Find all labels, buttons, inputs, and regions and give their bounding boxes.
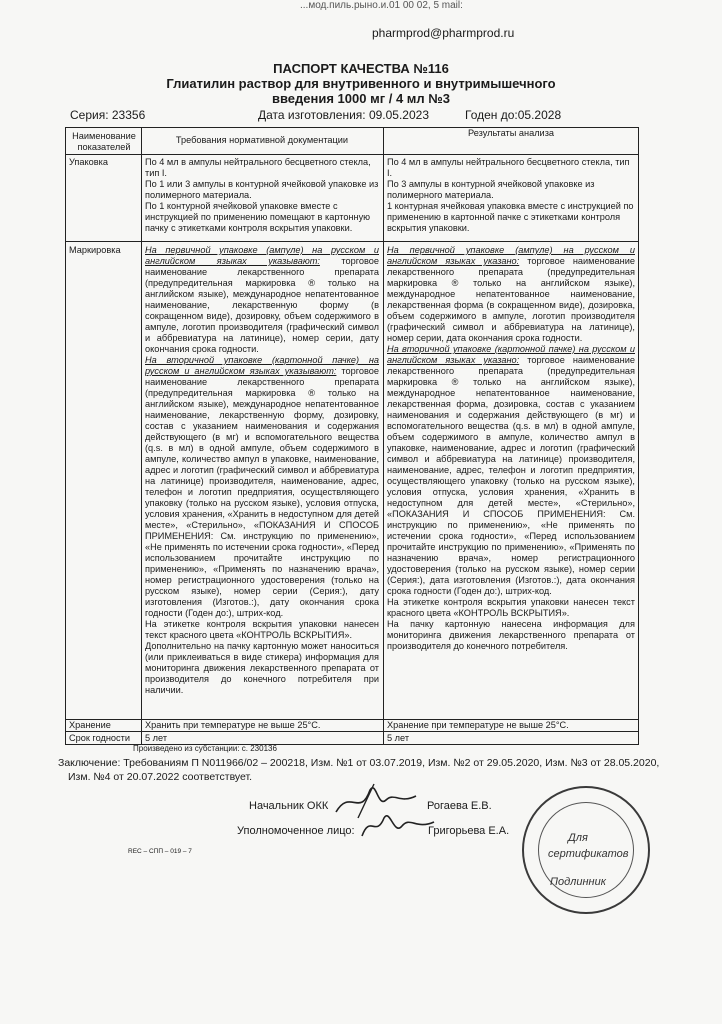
shelf-life-result: 5 лет bbox=[387, 733, 410, 743]
packaging-res-1: По 4 мл в ампулы нейтрального бесцветного стекла, тип I. bbox=[387, 157, 630, 178]
packaging-req-1: По 4 мл в ампулы нейтрального бесцветного стекла, тип I. bbox=[145, 157, 371, 178]
stamp-text-3: Подлинник bbox=[550, 876, 606, 888]
certification-stamp bbox=[522, 786, 650, 914]
storage-requirement: Хранить при температуре не выше 25°С. bbox=[145, 720, 321, 730]
header-email: pharmprod@pharmprod.ru bbox=[372, 26, 515, 40]
product-dosage: введения 1000 мг / 4 мл №3 bbox=[271, 91, 450, 106]
product-name: Глиатилин раствор для внутривенного и внутримышечного bbox=[166, 76, 556, 91]
packaging-results bbox=[387, 157, 635, 241]
row-name-marking: Маркировка bbox=[69, 245, 121, 255]
marking-requirements bbox=[145, 245, 379, 718]
marking-req-label: На этикетке контроля вскрытия упаковки нанесен текст красного цвета «КОНТРОЛЬ ВСКРЫТИЯ». bbox=[145, 619, 379, 640]
quality-table bbox=[65, 127, 639, 745]
serial-number: Серия: 23356 bbox=[70, 108, 146, 122]
row-name-packaging: Упаковка bbox=[69, 157, 108, 167]
doc-title: ПАСПОРТ КАЧЕСТВА №116 bbox=[273, 61, 449, 76]
marking-req-extra: Дополнительно на пачку картонную может наноситься (или приклеиваться в виде стикера) информация для мониторинга движения лекарственного препарата от производителя до конечного потребителя при наличии. bbox=[145, 641, 379, 695]
marking-res-label: На этикетке контроля вскрытия упаковки нанесен текст красного цвета «КОНТРОЛЬ ВСКРЫТИЯ». bbox=[387, 597, 635, 618]
packaging-res-2: По 3 ампулы в контурной ячейковой упаковке из полимерного материала. bbox=[387, 179, 595, 200]
substance-note: Произведено из субстанции: с. 230136 bbox=[133, 744, 277, 753]
packaging-req-2: По 1 или 3 ампулы в контурной ячейковой упаковке из полимерного материала. bbox=[145, 179, 379, 200]
storage-result: Хранение при температуре не выше 25°С. bbox=[387, 720, 569, 730]
col-header-name: Наименование показателей bbox=[72, 131, 136, 152]
authorized-person-name: Григорьева Е.А. bbox=[428, 825, 510, 837]
col-header-results: Результаты анализа bbox=[467, 128, 555, 138]
shelf-life-requirement: 5 лет bbox=[145, 733, 168, 743]
marking-res-secondary-body: торговое наименование лекарственного препарата (предупредительная маркировка ® только на английском языке), международное непатентованное наименование, лекарственная форма, дозировка, состав с указанием наименования и содержания действующего (в мг) и вспомогательного вещества (q.s. в мл) в одной ампуле, объем содержимого в ампуле, количество ампул в упаковке, наименование, адрес и логотип (графический символ и аббревиатура на латинице) производителя, наименование, адрес, телефон и логотип предприятия, осуществляющего упаковку (только на русском языке), условия отпуска, условия хранения, «Хранить в недоступном для детей месте», «Стерильно», «ПОКАЗАНИЯ И СПОСОБ ПРИМЕНЕНИЯ: См. инструкцию по применению», «Не применять по истечении срока годности», «Перед использованием прочитайте инструкцию по применению», «Применять по назначению врача», номер регистрационного удостоверения (только на русском языке), номер серии (Серия:), дата изготовления (Изготов.:), дата окончания срока годности (Годен до:), штрих-код. bbox=[387, 355, 635, 596]
head-okk-title: Начальник ОКК bbox=[249, 800, 329, 812]
marking-req-primary-body: торговое наименование лекарственного препарата (предупредительная маркировка ® только на английском языке), международное непатентованное наименование, лекарственную форму (в сокращенном виде), дозировку, объем содержимого в ампуле, логотип производителя (графический символ и аббревиатура на латинице), номер серии, дату окончания срока годности. bbox=[145, 256, 379, 354]
head-okk-name: Рогаева Е.В. bbox=[427, 800, 492, 812]
conclusion-line-1: Заключение: Требованиям П N011966/02 – 200218, Изм. №1 от 03.07.2019, Изм. №2 от 29.05.2020, Изм. №3 от 28.05.2020, bbox=[58, 757, 660, 769]
marking-req-secondary-head: На вторичной упаковке (картонной пачке) на русском и английском языках указывают: bbox=[145, 355, 379, 376]
col-header-requirements: Требования нормативной документации bbox=[175, 135, 349, 145]
marking-res-primary-body: торговое наименование лекарственного препарата (предупредительная маркировка ® только на английском языке), международное непатентованное наименование, лекарственная форма (в сокращенном виде), дозировка, объем содержимого в ампуле, логотип производителя (графический символ и аббревиатура на латинице), номер серии, дата окончания срока годности. bbox=[387, 256, 635, 343]
stamp-text-1: Для bbox=[568, 832, 588, 844]
marking-res-extra: На пачку картонную нанесена информация для мониторинга движения лекарственного препарата от производителя до конечного потребителя. bbox=[387, 619, 635, 651]
row-name-storage: Хранение bbox=[69, 720, 111, 730]
packaging-requirements bbox=[145, 157, 379, 241]
expiry-date: Годен до:05.2028 bbox=[465, 108, 562, 122]
marking-res-primary-head: На первичной упаковке (ампуле) на русском и английском языках указано: bbox=[387, 245, 635, 266]
header-top-fragment: ...мод.пиль.рыно.и.01 00 02, 5 mail: bbox=[300, 0, 463, 11]
marking-results bbox=[387, 245, 635, 718]
form-code: REC – СПП – 019 – 7 bbox=[128, 848, 192, 855]
packaging-res-3: 1 контурная ячейковая упаковка вместе с инструкцией по применению в картонной пачке с этикетками контроля вскрытия упаковки. bbox=[387, 201, 634, 233]
authorized-signature bbox=[358, 808, 438, 844]
stamp-text-2: сертификатов bbox=[548, 848, 629, 860]
manufacture-date: Дата изготовления: 09.05.2023 bbox=[258, 108, 429, 122]
authorized-person-title: Уполномоченное лицо: bbox=[237, 825, 355, 837]
marking-req-secondary-body: торговое наименование лекарственного препарата (предупредительная маркировка ® только на английском языке), международное непатентованное наименование, лекарственную форму, дозировку, состав с указанием наименования и содержания действующего (в мг) и вспомогательного вещества (q.s. в мл) в одной ампуле, объем содержимого в ампуле, количество ампул в упаковке, наименование, адрес и логотип (графический символ и аббревиатура на латинице) производителя, наименование, адрес, телефон и логотип предприятия, осуществляющего упаковку (только на русском языке), условия отпуска, условия хранения, «Хранить в недоступном для детей месте», «Стерильно», «ПОКАЗАНИЯ И СПОСОБ ПРИМЕНЕНИЯ: См. инструкцию по применению», «Не применять по истечении срока годности», «Перед использованием прочитайте инструкцию по применению», «Применять по назначению врача», номер регистрационного удостоверения (только на русском языке), номер серии (Серия:), дату изготовления (Изготов.:), дату окончания срока годности (Годен до:), штрих-код. bbox=[145, 366, 379, 618]
marking-res-secondary-head: На вторичной упаковке (картонной пачке) на русском и английском языках указано: bbox=[387, 344, 635, 365]
row-name-shelf-life: Срок годности bbox=[69, 733, 130, 743]
marking-req-primary-head: На первичной упаковке (ампуле) на русском и английском языках указывают: bbox=[145, 245, 379, 266]
packaging-req-3: По 1 контурной ячейковой упаковке вместе с инструкцией по применению помещают в картонную пачку с этикетками контроля вскрытия упаковки. bbox=[145, 201, 371, 233]
conclusion-line-2: Изм. №4 от 20.07.2022 соответствует. bbox=[68, 771, 253, 783]
